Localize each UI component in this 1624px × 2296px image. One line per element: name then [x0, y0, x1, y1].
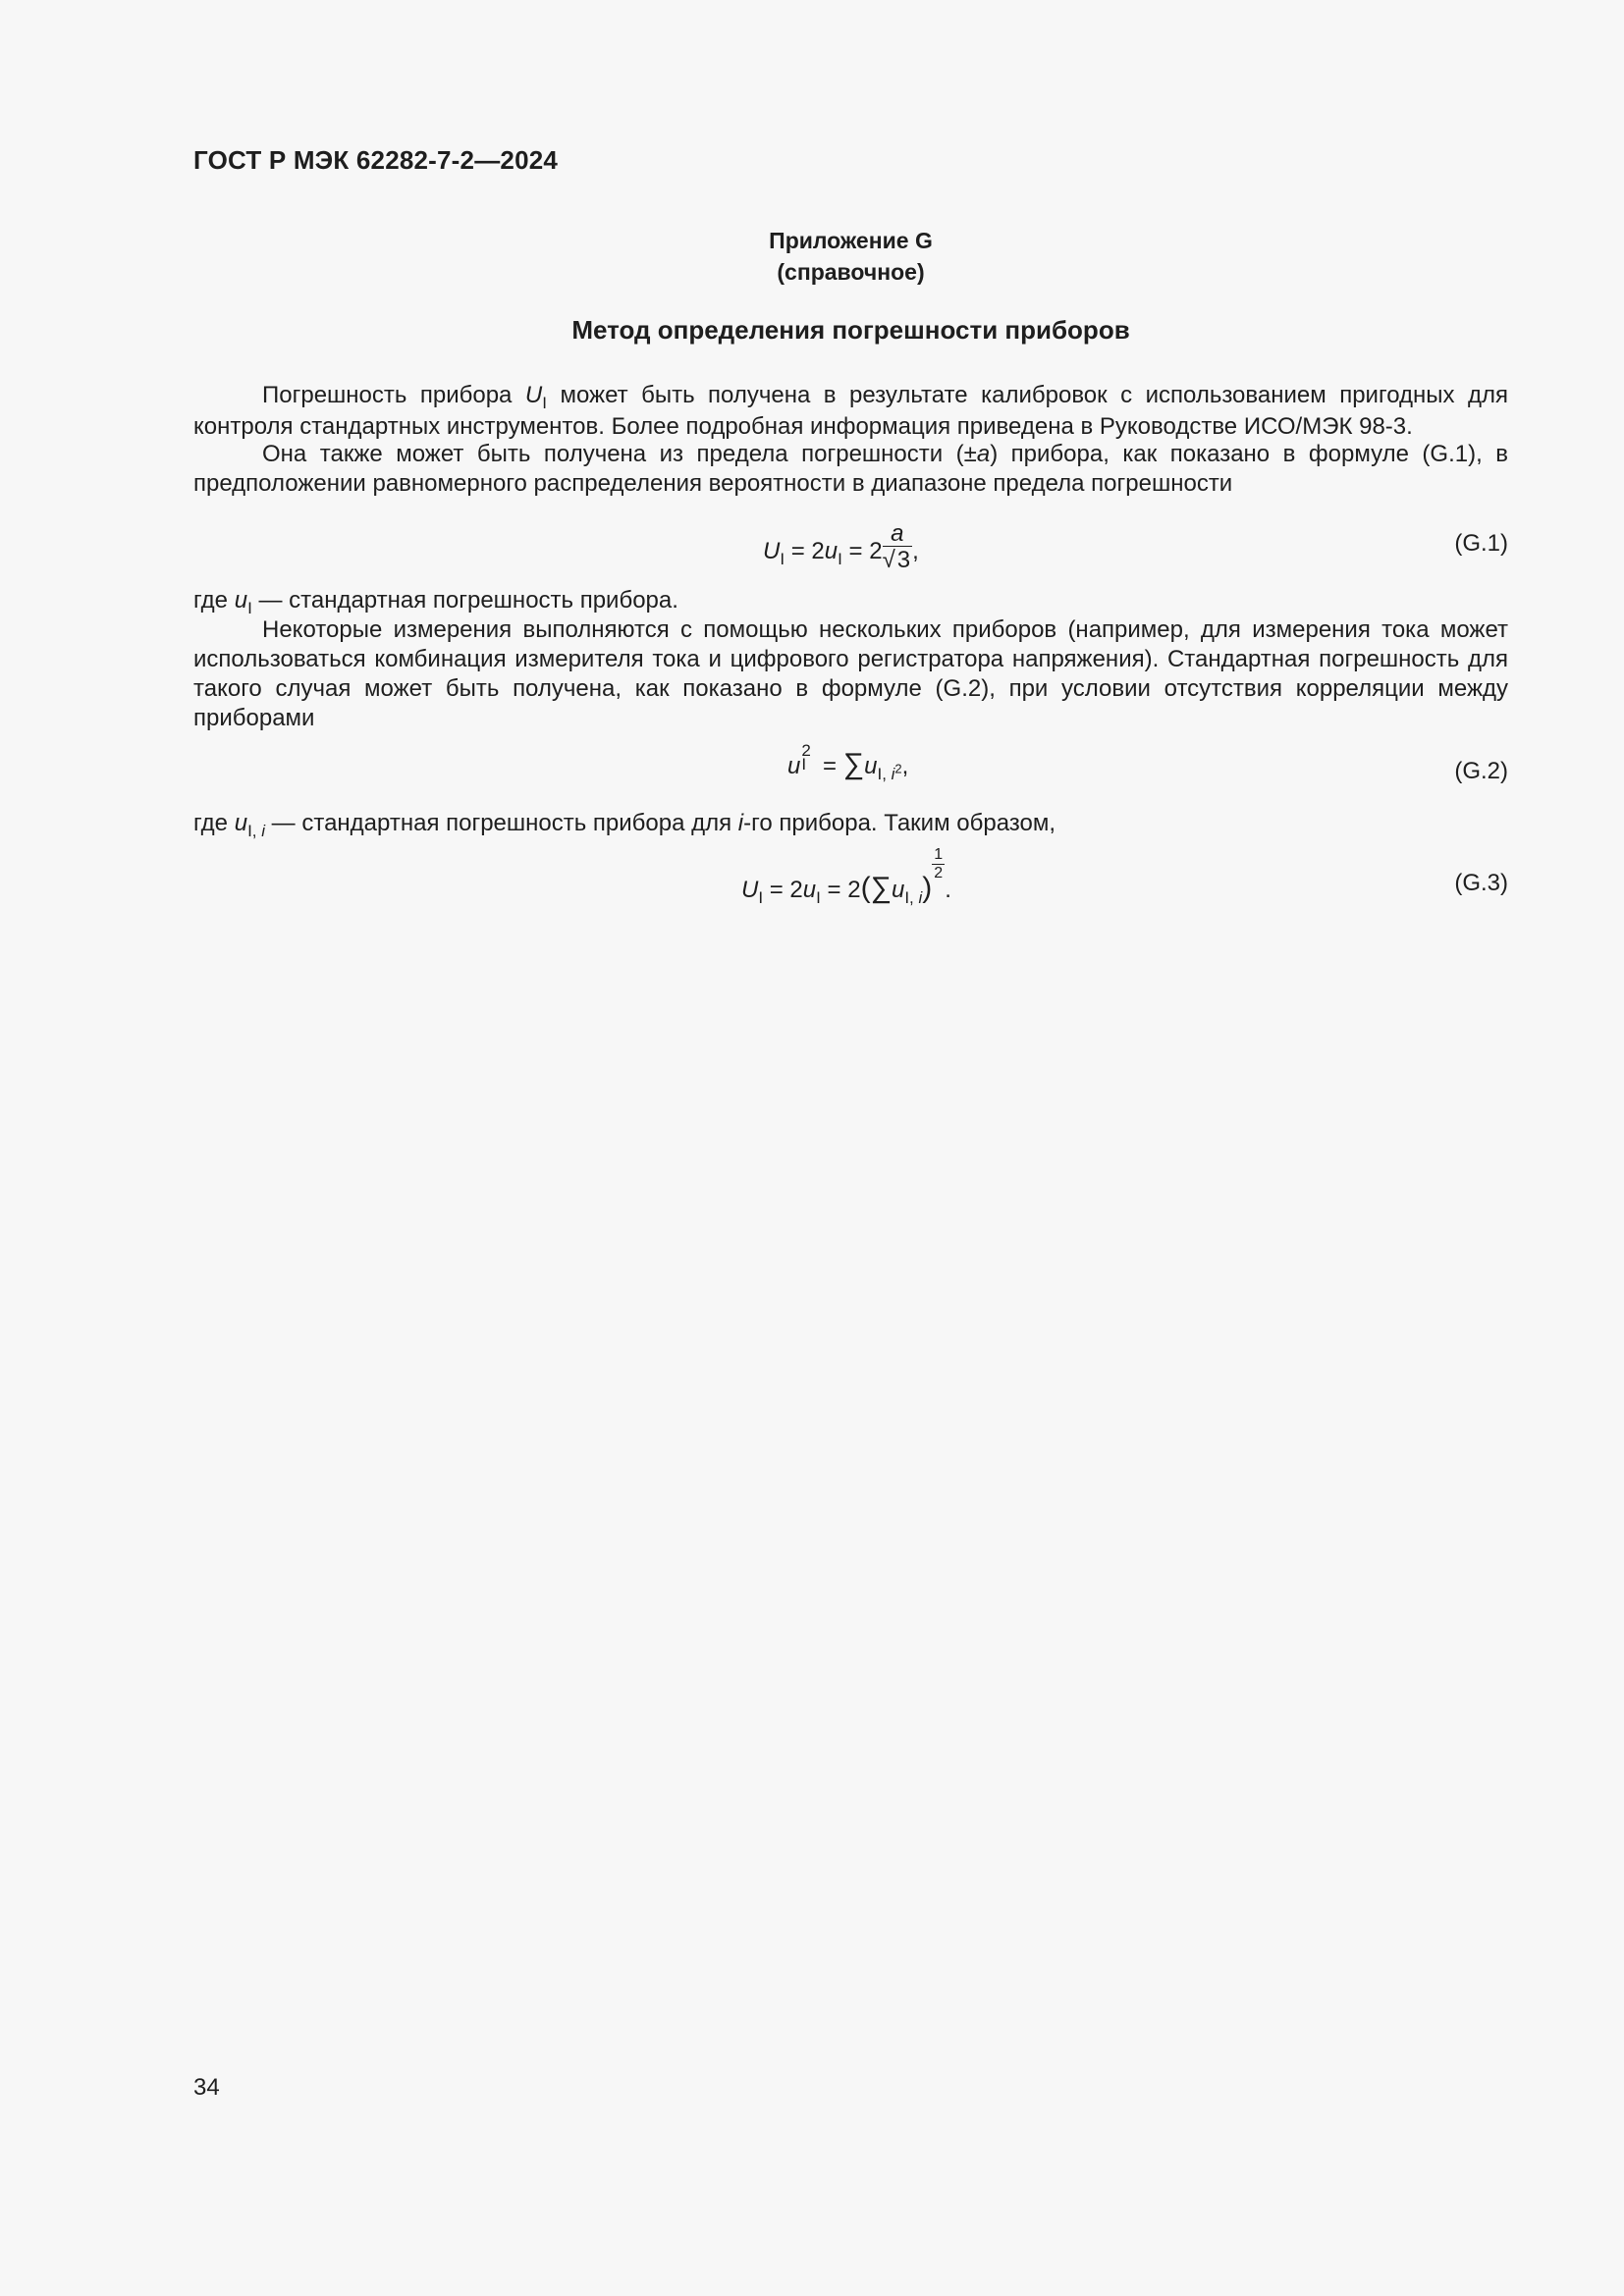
- equation-number-g1: (G.1): [1454, 530, 1508, 557]
- annex-label: Приложение G: [769, 228, 933, 253]
- paragraph-2: Она также может быть получена из предела погрешности (±a) прибора, как показано в формуле (G.1), в предположении равномерного распределения вероятности в диапазоне предела погрешности: [193, 441, 1508, 497]
- paragraph-4: Некоторые измерения выполняются с помощью нескольких приборов (например, для измерения тока может использоваться комбинация измерителя тока и цифрового регистратора напряжения). Стандартная погрешность для такого случая может быть получена, как показано в формуле (G.2), при условии отсутствия корреляции между приборами: [193, 616, 1508, 731]
- paragraph-1: Погрешность прибора $U_I$ может быть получена в результате калибровок с использованием пригодных для контроля стандартных инструментов. Более подробная информация приведена в Руководстве ИСО/МЭК 98-3.: [193, 382, 1508, 440]
- equation-number-g3: (G.3): [1454, 870, 1508, 896]
- equation-g1-row: [193, 520, 1508, 575]
- equation-g1: $U_I = 2u_I = 2$ $\frac{a}{√3}$ ,: [763, 520, 919, 573]
- document-code-header: ГОСТ Р МЭК 62282-7-2—2024: [193, 145, 559, 175]
- equation-g3: $U_I = 2u_I = 2(\sum u_{I, i})$ $\frac{1}{2}$ .: [741, 846, 951, 907]
- annex-type: (справочное): [777, 259, 925, 285]
- equation-number-g2: (G.2): [1454, 758, 1508, 784]
- annex-title: Метод определения погрешности приборов: [571, 315, 1130, 345]
- paragraph-5: где $u_{I, i}$ — стандартная погрешность прибора для i-го прибора. Таким образом,: [193, 810, 1056, 840]
- annex-heading: [193, 225, 1508, 288]
- exponent-one-half: $\frac{1}{2}$: [934, 846, 944, 881]
- equation-g2-row: [193, 741, 1508, 787]
- fraction-a-over-sqrt3: $\frac{a}{√3}$: [882, 520, 911, 573]
- paragraph-3: где $u_I$ — стандартная погрешность прибора.: [193, 587, 678, 617]
- equation-g2: u 2 I = $\sum u_{I, i^2}$,: [787, 741, 909, 783]
- equation-g3-row: [193, 846, 1508, 909]
- page-number: 34: [193, 2074, 220, 2101]
